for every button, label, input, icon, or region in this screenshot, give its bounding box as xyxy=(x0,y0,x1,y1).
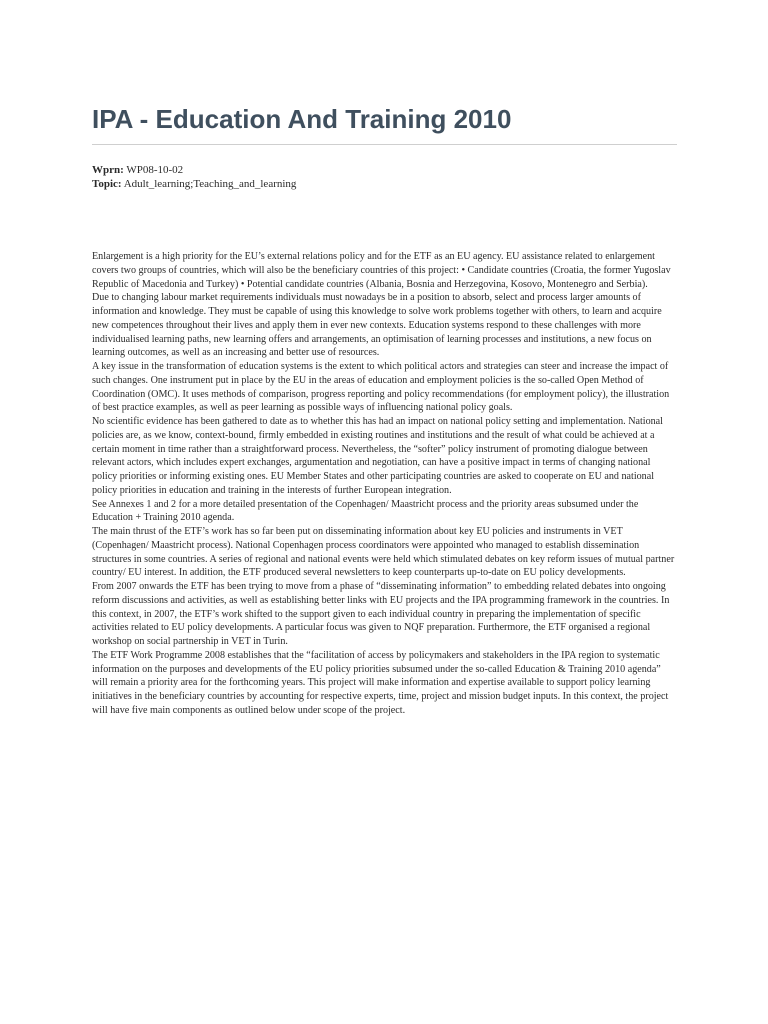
body-paragraph: The ETF Work Programme 2008 establishes that the “facilitation of access by policymakers and stakeholders in the IPA region to systematic information on the purposes and developments of the EU policy priorities subsumed under the so-called Education & Training 2010 agenda” will remain a priority area for the forthcoming years. This project will make information and expertise available to support policy learning initiatives in the beneficiary countries by accounting for respective experts, time, project and mission budget inputs. In this context, the project will have five main components as outlined below under scope of the project. xyxy=(92,649,669,716)
body-paragraph: A key issue in the transformation of education systems is the extent to which political actors and strategies can steer and increase the impact of such changes. One instrument put in place by the EU in the areas of education and employment policies is the so-called Open Method of Coordination (OMC). It uses methods of comparison, progress reporting and policy recommendations (for employment policy), the illustration of best practice examples, as well as peer learning as possible ways of influencing national policy goals. xyxy=(92,361,670,414)
wprn-line xyxy=(92,163,296,177)
topic-value: Adult_learning;Teaching_and_learning xyxy=(121,178,297,190)
page-title: IPA - Education And Training 2010 xyxy=(92,104,512,134)
body-paragraph: From 2007 onwards the ETF has been trying to move from a phase of “disseminating information” to embedding related debates into ongoing reform discussions and activities, as well as establishing better links with EU projects and the IPA programming framework in the countries. In this context, in 2007, the ETF’s work shifted to the support given to each individual country in preparing the implementation of specific activities related to EU policy developments. A particular focus was given to NQF preparation. Furthermore, the ETF organised a regional workshop on social partnership in VET in Turin. xyxy=(92,581,670,647)
topic-line xyxy=(92,177,296,191)
body-paragraph: See Annexes 1 and 2 for a more detailed presentation of the Copenhagen/ Maastricht process and the priority areas subsumed under the Education + Training 2010 agenda. xyxy=(92,498,639,524)
body-paragraph: Enlargement is a high priority for the EU’s external relations policy and for the ETF as an EU agency. EU assistance related to enlargement covers two groups of countries, which will also be the beneficiary countries of this project: • Candidate countries (Croatia, the former Yugoslav Republic of Macedonia and Turkey) • Potential candidate countries (Albania, Bosnia and Herzegovina, Kosovo, Montenegro and Serbia). xyxy=(92,251,671,290)
wprn-value: WP08-10-02 xyxy=(123,164,184,176)
body-paragraph: No scientific evidence has been gathered to date as to whether this has had an impact on national policy setting and implementation. National policies are, as we know, context-bound, firmly embedded in existing routines and institutions and the result of what could be achieved at a certain moment in time rather than a straightforward process. Nevertheless, the “softer” policy instrument of promoting dialogue between relevant actors, which includes expert exchanges, argumentation and negotiation, can have a positive impact in terms of changing national policy priorities or informing existing ones. EU Member States and other participating countries are asked to cooperate on EU and national policy priorities in education and training in the interests of further European integration. xyxy=(92,416,663,496)
title-divider xyxy=(92,144,677,145)
document-metadata xyxy=(92,163,296,191)
document-body xyxy=(92,250,677,718)
body-paragraph: The main thrust of the ETF’s work has so far been put on disseminating information about key EU policies and instruments in VET (Copenhagen/ Maastricht process). National Copenhagen process coordinators were appointed who managed to establish dissemination structures in some countries. A series of regional and national events were held which stimulated debates on key reform issues of mutual partner country/ EU interest. In addition, the ETF produced several newsletters to keep counterparts up-to-date on EU policy developments. xyxy=(92,526,675,579)
body-paragraph: Due to changing labour market requirements individuals must nowadays be in a position to absorb, select and process larger amounts of information and knowledge. They must be capable of using this knowledge to solve work problems together with others, to learn and acquire new competences throughout their lives and apply them in ever new contexts. Education systems respond to these challenges with more individualised learning paths, new learning offers and arrangements, an optimisation of learning processes and institutions, a new focus on learning outcomes, as well as an increasing and better use of resources. xyxy=(92,292,662,359)
wprn-label: Wprn: xyxy=(92,164,124,176)
topic-label: Topic: xyxy=(92,178,122,190)
